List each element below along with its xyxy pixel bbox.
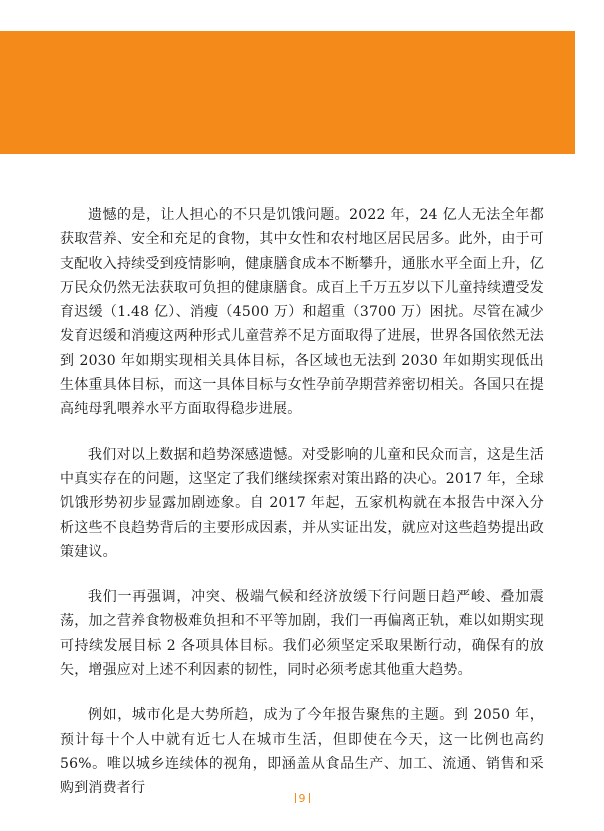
page-number-right-bar [309,793,310,803]
paragraph-4: 例如，城市化是大势所趋，成为了今年报告聚焦的主题。到 2050 年，预计每十个人中就有近七人在城市生活，但即使在今天，这一比例也高约 56%。唯以城乡连续体的视角，即涵盖从食品生产、加工、流通、销售和采购到消费者行 [60,707,544,797]
paragraph-2: 我们对以上数据和趋势深感遗憾。对受影响的儿童和民众而言，这是生活中真实存在的问题，这坚定了我们继续探索对策出路的决心。2017 年，全球饥饿形势初步显露加剧迹象。自 2017 年起，五家机构就在本报告中深入分析这些不良趋势背后的主要形成因素，并从实证出发，就应对这些趋势提出政策建议。 [60,446,544,560]
header-banner [0,31,575,154]
page-number-left-bar [295,793,296,803]
page-number [0,792,604,805]
paragraph-1: 遗憾的是，让人担心的不只是饥饿问题。2022 年，24 亿人无法全年都获取营养、安全和充足的食物，其中女性和农村地区居民居多。此外，由于可支配收入持续受到疫情影响，健康膳食成本不断攀升，通胀水平全面上升，亿万民众仍然无法获取可负担的健康膳食。成百上千万五岁以下儿童持续遭受发育迟缓（1.48 亿）、消瘦（4500 万）和超重（3700 万）困扰。尽管在减少发育迟缓和消瘦这两种形式儿童营养不足方面取得了进展，世界各国依然无法到 2030 年如期实现相关具体目标，各区域也无法到 2030 年如期实现低出生体重具体目标，而这一具体目标与女性孕前孕期营养密切相关。各国只在提高纯母乳喂养水平方面取得稳步进展。 [60,207,544,418]
paragraph-3: 我们一再强调，冲突、极端气候和经济放缓下行问题日趋严峻、叠加震荡，加之营养食物极难负担和不平等加剧，我们一再偏离正轨，难以如期实现可持续发展目标 2 各项具体目标。我们必须坚定采取果断行动，确保有的放矢，增强应对上述不利因素的韧性，同时必须考虑其他重大趋势。 [60,589,544,679]
page-number-value: 9 [298,792,306,805]
main-text [60,203,544,801]
